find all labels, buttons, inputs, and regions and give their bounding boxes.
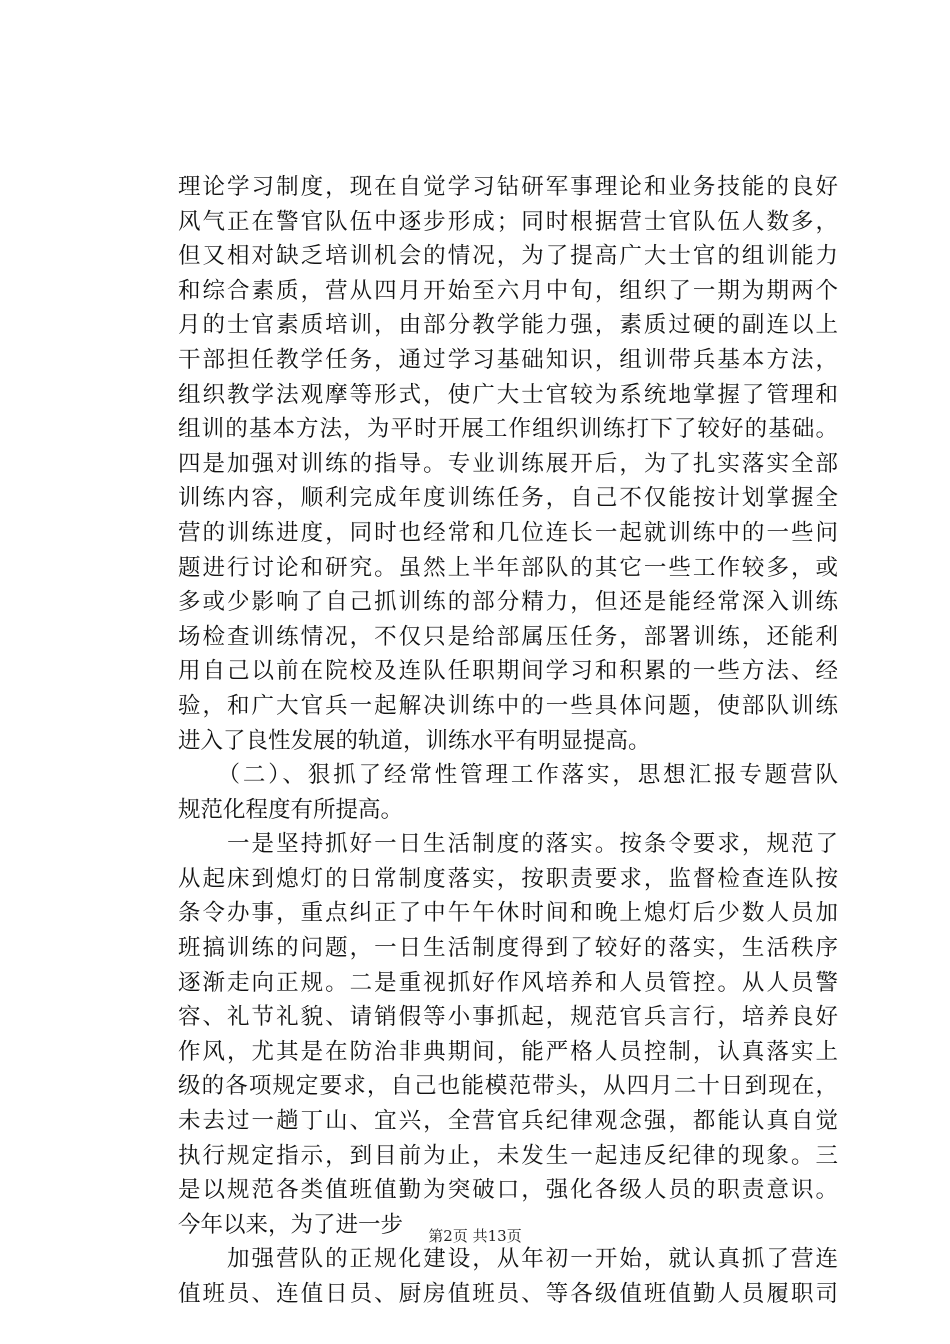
text-line: 多或少影响了自己抓训练的部分精力，但还是能经常深入训练: [178, 589, 838, 616]
text-line: 值班员、连值日员、厨房值班员、等各级值班值勤人员履职司: [178, 1281, 838, 1307]
text-line: （二）、狠抓了经常性管理工作落实，思想汇报专题营队: [178, 762, 838, 789]
text-line: 作风，尤其是在防治非典期间，能严格人员控制，认真落实上: [178, 1038, 838, 1065]
document-body: [178, 170, 838, 1312]
text-line: 一是坚持抓好一日生活制度的落实。按条令要求，规范了: [178, 831, 838, 858]
text-line: 执行规定指示，到目前为止，未发生一起违反纪律的现象。三: [178, 1142, 838, 1169]
text-line: 今年以来，为了进一步: [178, 1211, 404, 1238]
text-line: 逐渐走向正规。二是重视抓好作风培养和人员管控。从人员警: [178, 969, 838, 996]
text-line: 和综合素质，营从四月开始至六月中旬，组织了一期为期两个: [178, 277, 838, 304]
text-line: 训练内容，顺利完成年度训练任务，自己不仅能按计划掌握全: [178, 485, 838, 512]
text-line: 风气正在警官队伍中逐步形成；同时根据营士官队伍人数多，: [178, 208, 838, 235]
page-footer: 第2页 共13页: [428, 1227, 522, 1245]
text-line: 验，和广大官兵一起解决训练中的一些具体问题，使部队训练: [178, 692, 838, 719]
text-line: 是以规范各类值班值勤为突破口，强化各级人员的职责意识。: [178, 1177, 838, 1204]
text-line: 级的各项规定要求，自己也能模范带头，从四月二十日到现在，: [178, 1073, 838, 1100]
text-line: 营的训练进度，同时也经常和几位连长一起就训练中的一些问: [178, 519, 838, 546]
text-line: 从起床到熄灯的日常制度落实，按职责要求，监督检查连队按: [178, 865, 838, 892]
text-line: 容、礼节礼貌、请销假等小事抓起，规范官兵言行，培养良好: [178, 1004, 838, 1031]
text-line: 未去过一趟丁山、宜兴，全营官兵纪律观念强，都能认真自觉: [178, 1108, 838, 1135]
text-line: 班搞训练的问题，一日生活制度得到了较好的落实，生活秩序: [178, 935, 838, 962]
text-line: 组训的基本方法，为平时开展工作组织训练打下了较好的基础。: [178, 416, 838, 443]
text-line: 理论学习制度，现在自觉学习钻研军事理论和业务技能的良好: [178, 174, 838, 200]
text-line: 干部担任教学任务，通过学习基础知识，组训带兵基本方法，: [178, 346, 838, 373]
text-line: 规范化程度有所提高。: [178, 796, 404, 823]
text-line: 加强营队的正规化建设，从年初一开始，就认真抓了营连: [178, 1246, 838, 1273]
text-line: 月的士官素质培训，由部分教学能力强，素质过硬的副连以上: [178, 312, 838, 339]
text-line: 用自己以前在院校及连队任职期间学习和积累的一些方法、经: [178, 658, 838, 685]
text-line: 条令办事，重点纠正了中午午休时间和晚上熄灯后少数人员加: [178, 900, 838, 927]
text-line: 场检查训练情况，不仅只是给部属压任务，部署训练，还能利: [178, 623, 838, 650]
text-line: 但又相对缺乏培训机会的情况，为了提高广大士官的组训能力: [178, 243, 838, 270]
text-line: 进入了良性发展的轨道，训练水平有明显提高。: [178, 727, 651, 754]
text-line: 题进行讨论和研究。虽然上半年部队的其它一些工作较多，或: [178, 554, 838, 581]
text-line: 四是加强对训练的指导。专业训练展开后，为了扎实落实全部: [178, 450, 838, 477]
text-line: 组织教学法观摩等形式，使广大士官较为系统地掌握了管理和: [178, 381, 838, 408]
